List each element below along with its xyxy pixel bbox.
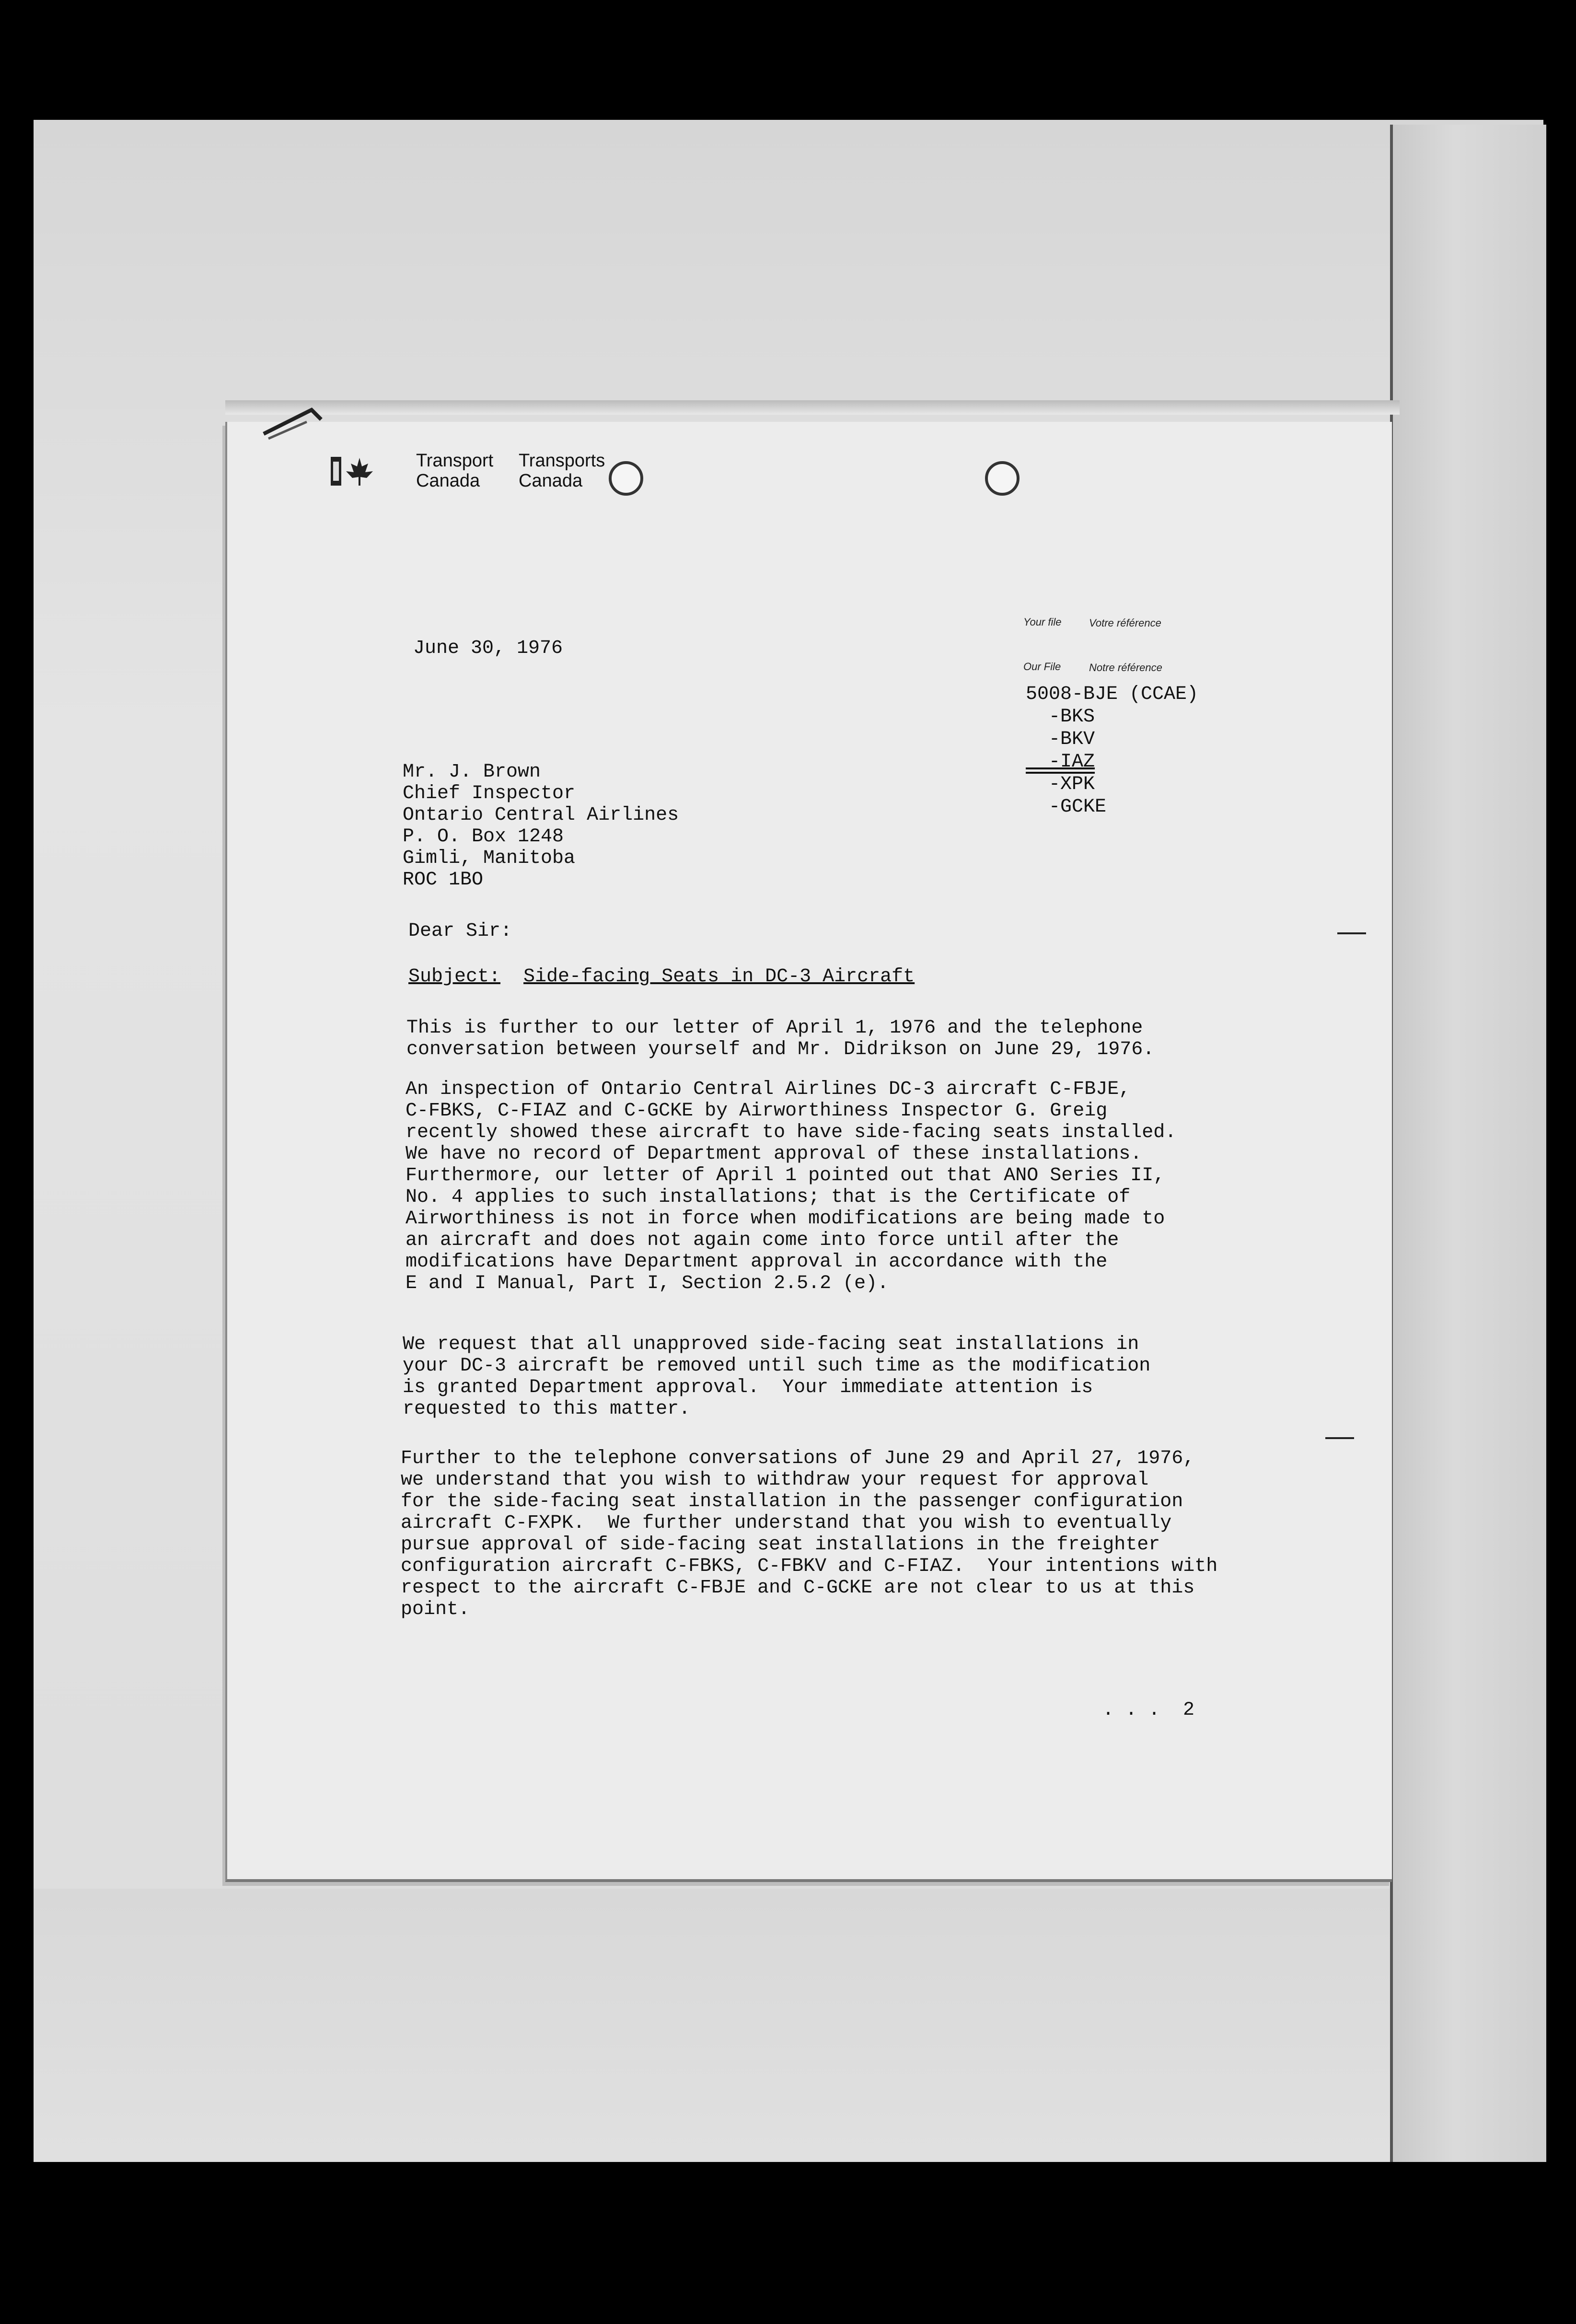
paragraph-1 [406, 1017, 1260, 1060]
punch-hole-left [609, 461, 643, 496]
punch-hole-right [985, 461, 1020, 496]
dept-name-fr: Transports Canada [519, 451, 605, 491]
address-line: ROC 1BO [403, 869, 484, 891]
subject-line [408, 966, 915, 988]
paper-fold-shadow [225, 400, 1400, 415]
salutation: Dear Sir: [408, 920, 512, 942]
address-line: Gimli, Manitoba [403, 848, 576, 869]
text-line: We request that all unapproved side-facing seat installations in [403, 1334, 1139, 1355]
letter-date: June 30, 1976 [413, 638, 563, 659]
text-line: C-FBKS, C-FIAZ and C-GCKE by Airworthiness Inspector G. Greig [406, 1100, 1108, 1122]
file-ref: -BKS [1026, 706, 1095, 728]
canada-wordmark-icon [331, 453, 379, 491]
text-line: recently showed these aircraft to have side-facing seats installed. [406, 1122, 1177, 1143]
text-line: Further to the telephone conversations of June 29 and April 27, 1976, [401, 1448, 1195, 1469]
our-file-label: Our File [1023, 661, 1061, 673]
paragraph-2 [406, 1079, 1259, 1294]
text-line: Airworthiness is not in force when modifications are being made to [406, 1208, 1165, 1230]
file-ref: 5008-BJE (CCAE) [1026, 684, 1199, 705]
text-line: conversation between yourself and Mr. Didrikson on June 29, 1976. [406, 1039, 1155, 1060]
text-line: we understand that you wish to withdraw your request for approval [401, 1469, 1149, 1491]
paragraph-4 [401, 1448, 1254, 1620]
text-line: aircraft C-FXPK. We further understand that you wish to eventually [401, 1512, 1172, 1534]
text-line: No. 4 applies to such installations; that is the Certificate of [406, 1186, 1131, 1208]
our-file-label-fr: Notre référence [1089, 662, 1162, 674]
text-line: configuration aircraft C-FBKS, C-FBKV and C-FIAZ. Your intentions with [401, 1556, 1218, 1577]
text-line: E and I Manual, Part I, Section 2.5.2 (e). [406, 1273, 889, 1294]
text-line: an aircraft and does not again come into force until after the [406, 1230, 1119, 1251]
text-line: An inspection of Ontario Central Airlines DC-3 aircraft C-FBJE, [406, 1079, 1131, 1100]
text-line: Furthermore, our letter of April 1 pointed out that ANO Series II, [406, 1165, 1165, 1186]
paragraph-3 [403, 1334, 1256, 1420]
address-line: P. O. Box 1248 [403, 826, 564, 848]
fold-mark [1337, 932, 1366, 934]
page-continuation-marker: . . . 2 [1102, 1699, 1195, 1721]
text-line: your DC-3 aircraft be removed until such time as the modification [403, 1355, 1151, 1377]
your-file-label-fr: Votre référence [1089, 617, 1161, 629]
text-line: This is further to our letter of April 1, 1976 and the telephone [406, 1017, 1143, 1039]
address-line: Chief Inspector [403, 783, 576, 804]
subject-label: Subject: [408, 966, 501, 988]
text-line: respect to the aircraft C-FBJE and C-GCKE are not clear to us at this [401, 1577, 1195, 1599]
text-line: for the side-facing seat installation in the passenger configuration [401, 1491, 1183, 1512]
file-ref: -BKV [1026, 729, 1095, 750]
subject-text: Side-facing Seats in DC-3 Aircraft [523, 966, 915, 988]
text-line: We have no record of Department approval of these installations. [406, 1143, 1142, 1165]
text-line: pursue approval of side-facing seat installations in the freighter [401, 1534, 1160, 1556]
recipient-address [403, 761, 1256, 891]
file-ref: -IAZ [1026, 751, 1095, 773]
text-line: is granted Department approval. Your immediate attention is [403, 1377, 1093, 1398]
frame-bottom-area [34, 1889, 1390, 2162]
your-file-label: Your file [1023, 616, 1062, 628]
file-ref: -GCKE [1026, 796, 1107, 818]
text-line: point. [401, 1599, 470, 1620]
text-line: modifications have Department approval in accordance with the [406, 1251, 1108, 1273]
frame-right-edge [1390, 125, 1546, 2162]
fold-mark [1325, 1437, 1354, 1439]
address-line: Mr. J. Brown [403, 761, 541, 783]
address-line: Ontario Central Airlines [403, 804, 679, 826]
staple-icon [259, 400, 331, 448]
file-ref: -XPK [1026, 774, 1095, 795]
dept-name-en: Transport Canada [416, 451, 494, 491]
text-line: requested to this matter. [403, 1398, 691, 1420]
